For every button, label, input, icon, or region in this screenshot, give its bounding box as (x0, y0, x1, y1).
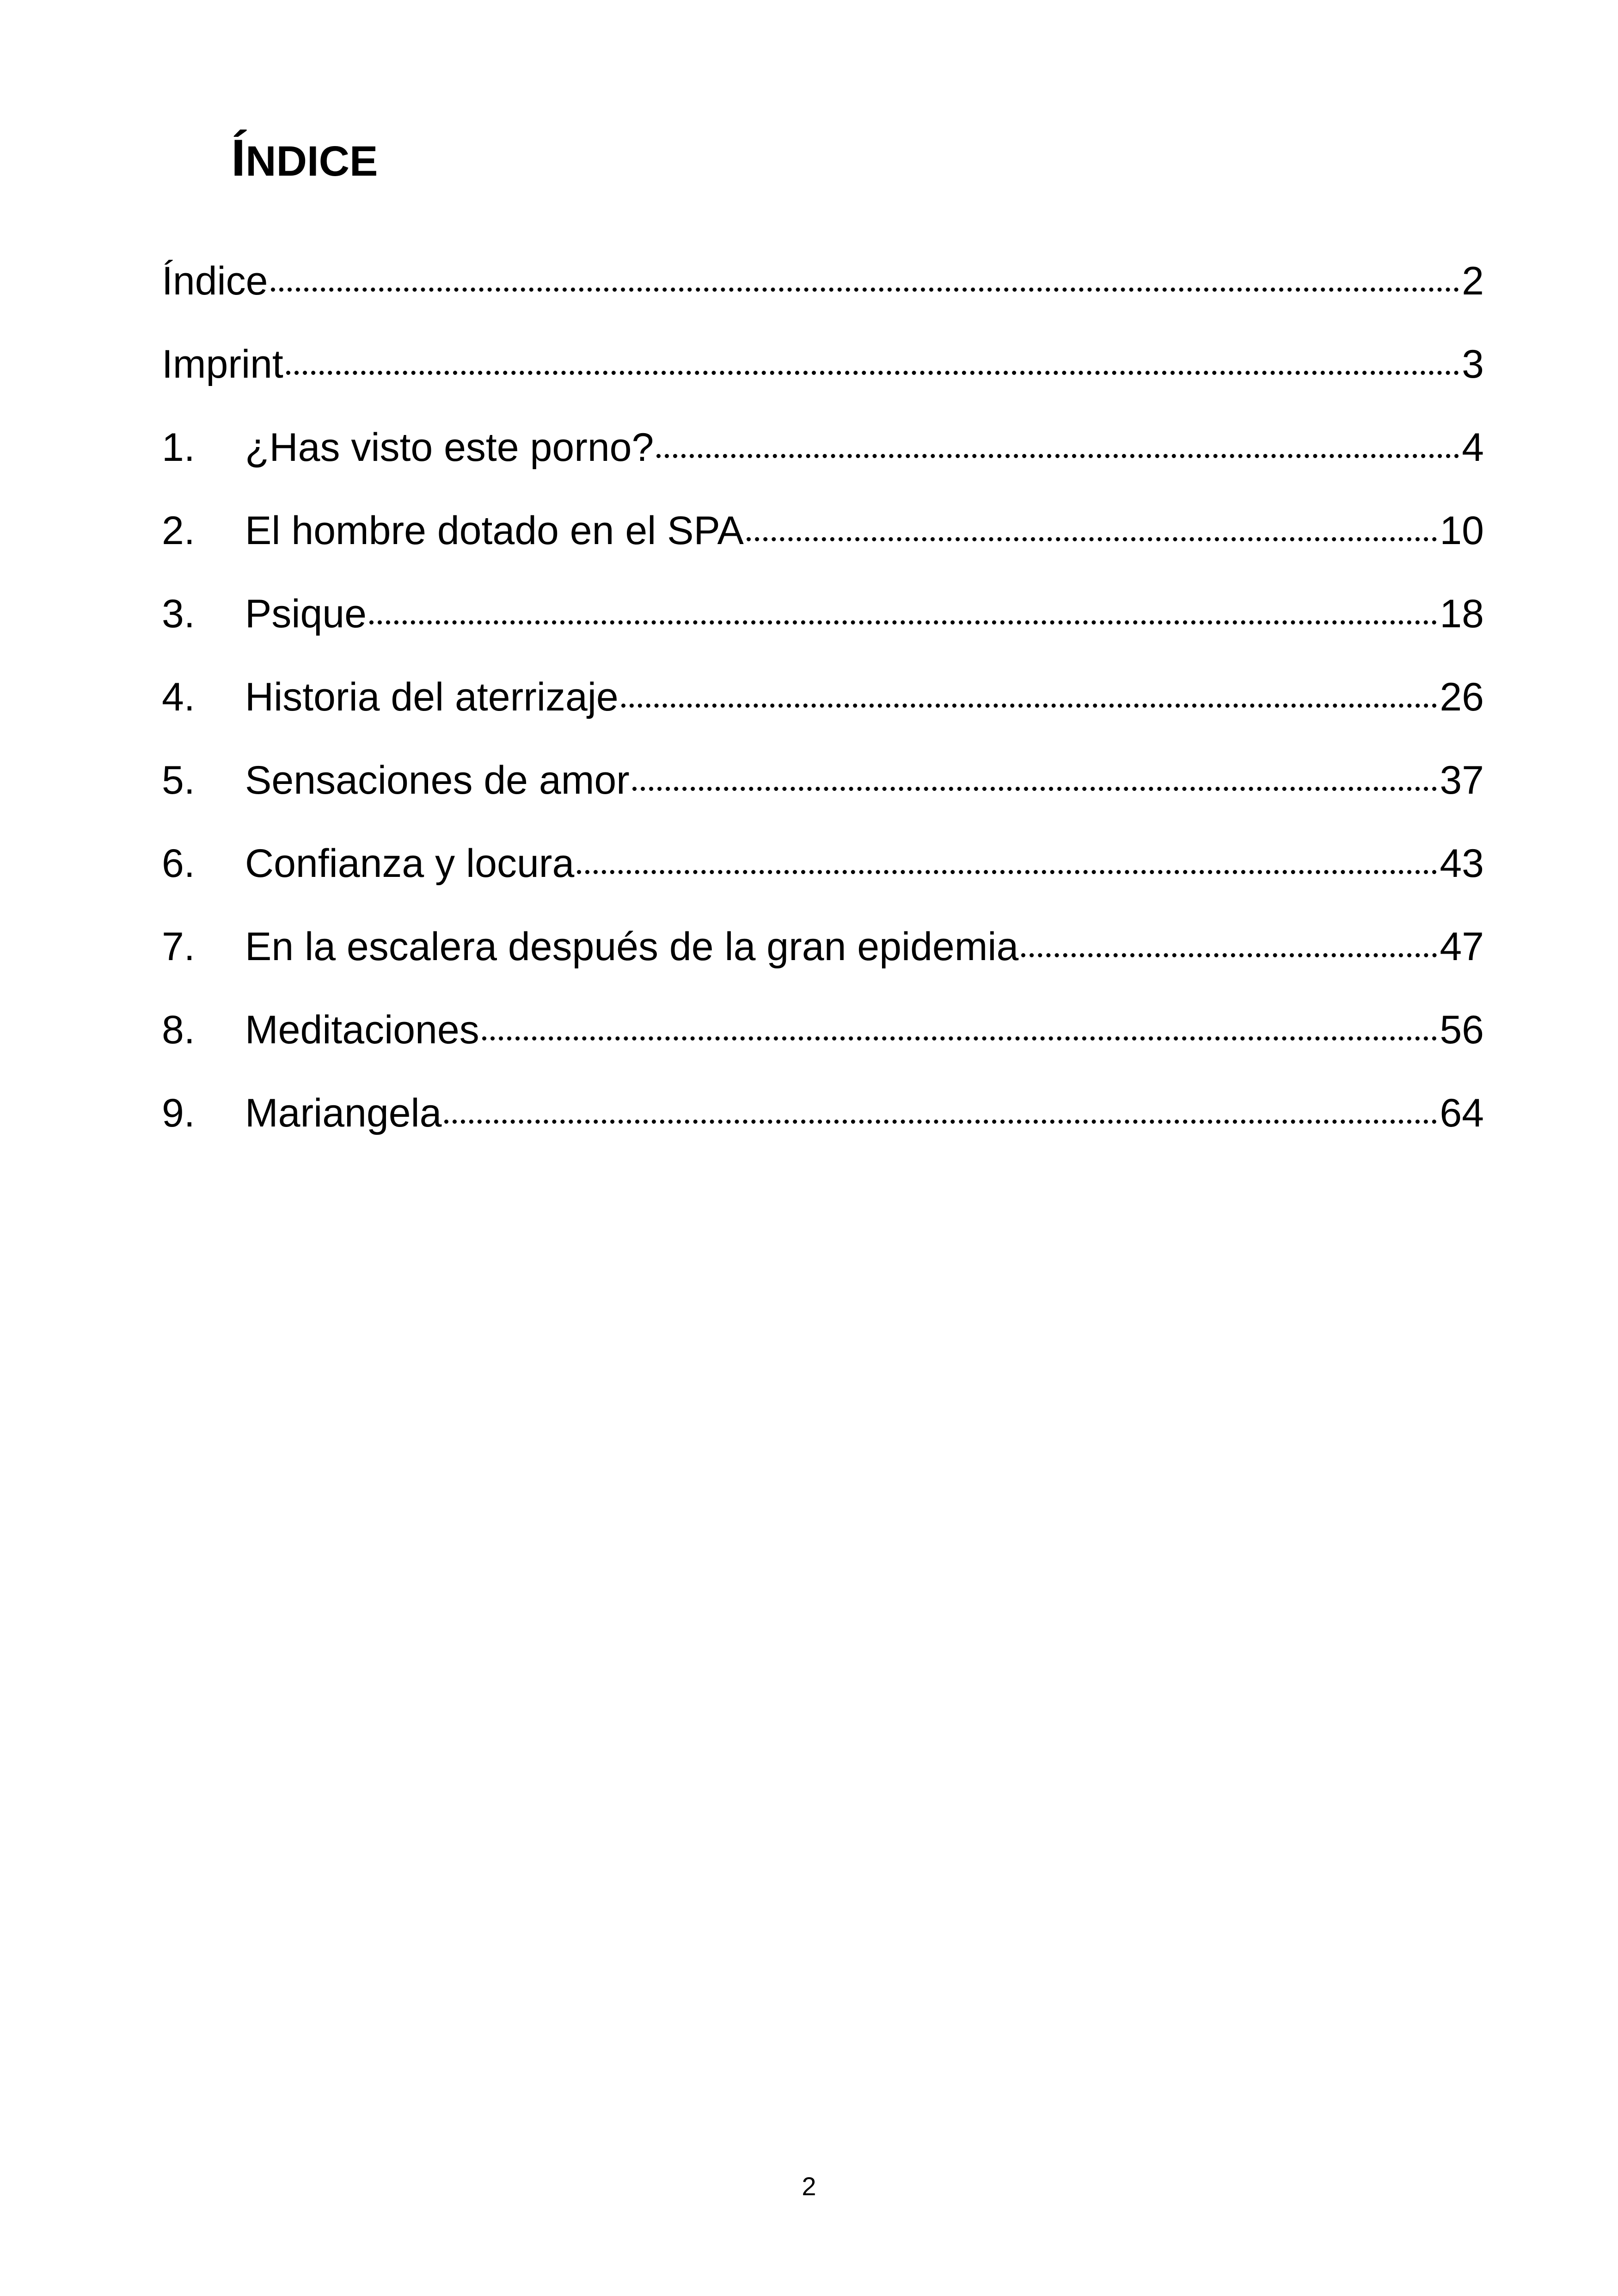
toc-dot-leader (444, 1120, 1437, 1124)
toc-entry-chapter-1[interactable] (162, 420, 1484, 503)
toc-entry-chapter-5[interactable] (162, 753, 1484, 836)
toc-entry-title: Imprint (162, 342, 283, 386)
toc-entry-page: 10 (1440, 508, 1484, 553)
toc-entry-chapter-3[interactable] (162, 586, 1484, 669)
toc-entry-number: 5. (162, 758, 195, 802)
toc-dot-leader (577, 870, 1437, 874)
toc-entry-page: 26 (1440, 675, 1484, 719)
toc-entry-chapter-7[interactable] (162, 919, 1484, 1002)
toc-entry-indice[interactable] (162, 253, 1484, 337)
toc-entry-page: 3 (1462, 342, 1484, 386)
toc-dot-leader (747, 537, 1437, 541)
toc-dot-leader (621, 704, 1437, 708)
toc-dot-leader (1021, 953, 1437, 957)
toc-entry-chapter-6[interactable] (162, 836, 1484, 919)
toc-entry-number: 1. (162, 425, 195, 470)
toc-entry-chapter-2[interactable] (162, 503, 1484, 586)
toc-entry-number: 9. (162, 1091, 195, 1135)
toc-entry-title: Índice (162, 259, 268, 303)
toc-entry-title: Meditaciones (245, 1008, 479, 1052)
toc-entry-title: Psique (245, 592, 367, 636)
page-title-rest: NDICE (245, 138, 378, 185)
toc-entry-chapter-8[interactable] (162, 1002, 1484, 1085)
toc-entry-title: Historia del aterrizaje (245, 675, 619, 719)
toc-entry-number: 6. (162, 841, 195, 886)
toc-entry-chapter-9[interactable] (162, 1085, 1484, 1169)
table-of-contents (162, 253, 1484, 1169)
page-number: 2 (802, 2172, 816, 2201)
toc-dot-leader (286, 371, 1459, 375)
toc-dot-leader (271, 288, 1459, 292)
toc-entry-number: 4. (162, 675, 195, 719)
toc-entry-number: 3. (162, 592, 195, 636)
toc-entry-number: 2. (162, 508, 195, 553)
toc-entry-title: Sensaciones de amor (245, 758, 630, 802)
toc-entry-title: Mariangela (245, 1091, 442, 1135)
toc-entry-page: 37 (1440, 758, 1484, 802)
toc-dot-leader (369, 620, 1437, 625)
toc-entry-number: 8. (162, 1008, 195, 1052)
toc-entry-page: 18 (1440, 592, 1484, 636)
toc-entry-page: 56 (1440, 1008, 1484, 1052)
toc-entry-page: 47 (1440, 925, 1484, 969)
page-title-initial: Í (231, 129, 246, 187)
toc-dot-leader (482, 1036, 1437, 1041)
toc-dot-leader (656, 454, 1459, 458)
toc-entry-imprint[interactable] (162, 337, 1484, 420)
toc-entry-title: El hombre dotado en el SPA (245, 508, 744, 553)
toc-entry-page: 2 (1462, 259, 1484, 303)
toc-entry-title: En la escalera después de la gran epidemia (245, 925, 1019, 969)
page-title (231, 121, 378, 198)
toc-entry-number: 7. (162, 925, 195, 969)
toc-entry-page: 43 (1440, 841, 1484, 886)
toc-entry-title: ¿Has visto este porno? (245, 425, 654, 470)
toc-dot-leader (632, 787, 1437, 791)
toc-entry-page: 4 (1462, 425, 1484, 470)
toc-entry-page: 64 (1440, 1091, 1484, 1135)
toc-entry-title: Confianza y locura (245, 841, 575, 886)
toc-entry-chapter-4[interactable] (162, 669, 1484, 753)
